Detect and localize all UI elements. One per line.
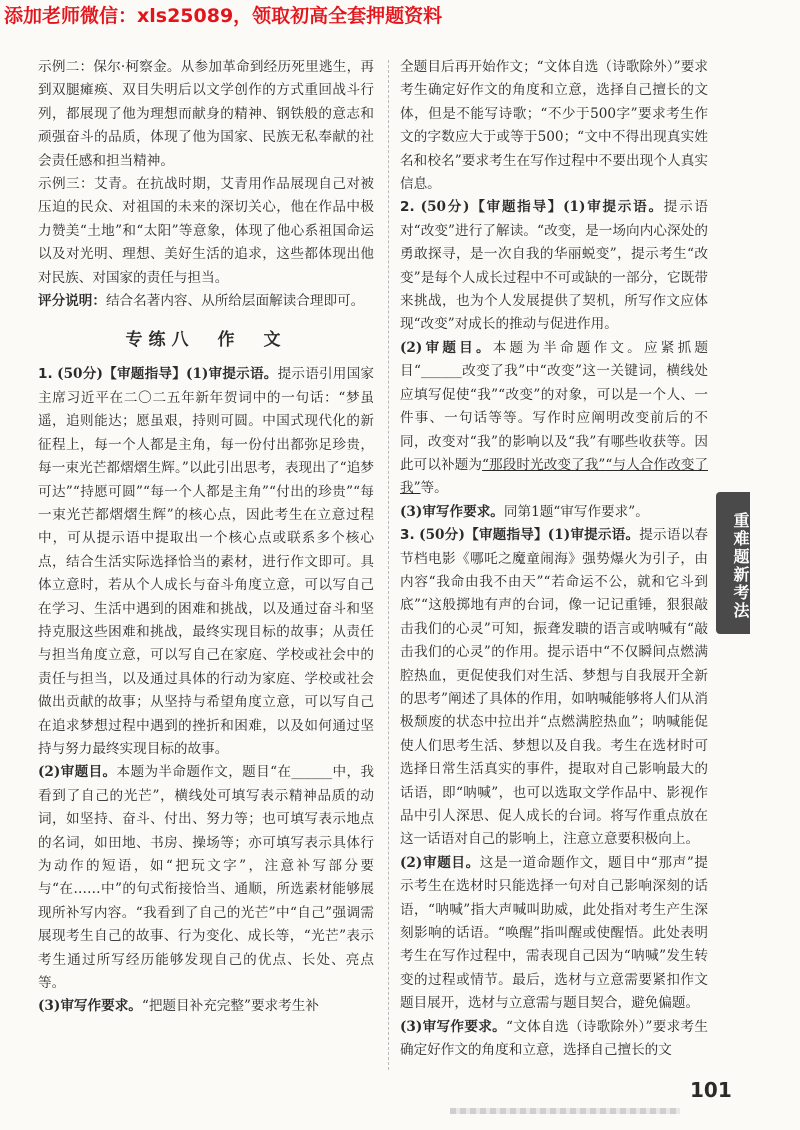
question-2-title-text: 本题为半命题作文。应紧抓题目“______改变了我”中“改变”这一关键词，横线处应填写促使“我”“改变”的对象，可以是一个人、一件事、一句话等等。写作时应阐明改变前后的不同，改变对“我”的影响以及“我”有哪些收获等。因此可以补题为 [400,339,708,473]
question-2-req-text: 同第1题“审写作要求”。 [503,503,649,520]
question-1-requirements-cont: 全题目后再开始作文；“文体自选（诗歌除外）”要求考生确定好作文的角度和立意，选择自己擅长的文体，但是不能写诗歌；“不少于500字”要求考生作文的字数应大于或等于500；“文中不得出现真实姓名和校名”要求考生在写作过程中不要出现个人真实信息。 [400,59,708,193]
question-3-title [400,852,708,1016]
question-1-tip [38,363,374,761]
question-1-title-head: (2)审题目。 [38,764,117,781]
question-2-req-head: (3)审写作要求。 [400,503,504,520]
footer-bar [450,1108,680,1114]
question-2-example-1: “那段时光改变了我” [482,456,606,473]
question-2-head: (50分)【审题指导】(1)审提示语。 [420,199,664,216]
example-two: 示例二：保尔·柯察金。从参加革命到经历死里逃生，再到双腿瘫痪、双目失明后以文学创作的方式重回战斗行列，都展现了他为理想而献身的精神、钢铁般的意志和顽强奋斗的品质，体现了他为国家、民族无私奉献的社会责任感和担当精神。 [38,59,374,169]
question-3-req-head: (3)审写作要求。 [400,1018,507,1035]
page-number: 101 [690,1078,732,1102]
question-3-head: (50分)【审题指导】(1)审提示语。 [419,527,640,544]
promo-banner: 添加老师微信：xls25089，领取初高全套押题资料 [4,5,443,27]
question-1-requirements [38,995,374,1018]
scoring-note-text: 结合名著内容、从所给层面解读合理即可。 [105,293,365,310]
question-2-title [400,337,708,501]
question-1-head: (50分)【审题指导】(1)审提示语。 [57,366,278,383]
question-3-title-head: (2)审题目。 [400,854,480,871]
question-2-title-end: 等。 [420,480,448,497]
left-column [38,56,374,1019]
question-1-req-text: “把题目补充完整”要求考生补 [141,998,319,1015]
scoring-note [38,290,374,313]
scoring-note-label: 评分说明： [38,293,106,310]
question-1-title [38,761,374,995]
right-column [400,56,708,1062]
question-2-requirements [400,501,708,524]
question-3-number: 3. [400,527,415,544]
question-1-tip-text: 提示语引用国家主席习近平在二〇二五年新年贺词中的一句话：“梦虽遥，追则能达；愿虽艰，持则可圆。中国式现代化的新征程上，每一个人都是主角，每一份付出都弥足珍贵，每一束光芒都熠熠生辉。”以此引出思考，表现出了“追梦可达”“持愿可圆”“每一个人都是主角”“付出的珍贵”“每一束光芒都熠熠生辉”的核心点，因此考生在立意过程中，可从提示语中提取出一个核心点或联系多个核心点，结合生活实际选择恰当的素材，进行作文即可。具体立意时，若从个人成长与奋斗角度立意，可以写自己在学习、生活中遇到的困难和挑战，以及通过奋斗和坚持克服这些困难和挑战，最终实现目标的故事；从责任与担当角度立意，可以写自己在家庭、学校或社会中的责任与担当，以及通过具体的行动为家庭、学校或社会做出贡献的故事；从坚持与希望角度立意，可以写自己在追求梦想过程中遇到的挫折和困难，以及如何通过坚持与努力最终实现目标的故事。 [38,366,375,757]
question-1-title-text: 本题为半命题作文，题目“在______中，我看到了自己的光芒”，横线处可填写表示精神品质的动词，如坚持、奋斗、付出、努力等；也可填写表示地点的名词，如田地、书房、操场等；亦可填写表示具体行为动作的短语，如“把玩文字”，注意补写部分要与“在……中”的句式衔接恰当、通顺，所选素材能够展现所补写内容。“我看到了自己的光芒”中“自己”强调需展现考生自己的故事、行为变化、成长等，“光芒”表示考生通过所写经历能够发现自己的优点、长处、亮点等。 [38,764,375,992]
question-3-tip-text: 提示语以春节档电影《哪吒之魔童闹海》强势爆火为引子，由内容“我命由我不由天”“若命运不公，就和它斗到底”“这般掷地有声的台词，像一记记重锤，狠狠敲击我们的心灵”可知，振聋发聩的语言或呐喊有“敲击我们的心灵”的作用。提示语中“不仅瞬间点燃满腔热血，更促使我们对生活、梦想与自我展开全新的思考”阐述了具体的作用，如呐喊能够将人们从消极颓废的状态中拉出并“点燃满腔热血”；呐喊能促使人们思考生活、梦想以及自我。考生在选材时可选择日常生活真实的事件，提取对自己影响最大的话语，即“呐喊”，也可以选取文学作品中、影视作品中引人深思、促人成长的台词。将写作重点放在这一话语对自己的影响上，注意立意要积极向上。 [400,527,709,848]
question-2-tip-text: 提示语对“改变”进行了解读。“改变，是一场向内心深处的勇敢探寻，是一次自我的华丽蜕变”，提示考生“改变”是每个人成长过程中不可或缺的一部分，它既带来挑战，也为个人发展提供了契机，所写作文应体现“改变”对成长的推动与促进作用。 [400,199,708,333]
question-3-req-text: “文体自选（诗歌除外）”要求考生确定好作文的角度和立意，选择自己擅长的文 [400,1018,708,1059]
question-1-number: 1. [38,366,53,383]
question-3-title-text: 这是一道命题作文，题目中“那声”提示考生在选材时只能选择一句对自己影响深刻的话语，“呐喊”指大声喊叫助威，此处指对考生产生深刻影响的话语。“唤醒”指叫醒或使醒悟。此处表明考生在写作过程中，需表现自己因为“呐喊”发生转变的过程或情节。最后，选材与立意需要紧扣作文题目展开，选材与立意需与题目契合，避免偏题。 [400,854,708,1012]
question-1-req-head: (3)审写作要求。 [38,998,142,1015]
example-three: 示例三：艾青。在抗战时期，艾青用作品展现自己对被压迫的民众、对祖国的未来的深切关心，他在作品中极力赞美“土地”和“太阳”等意象，体现了他心系祖国命运以及对光明、理想、美好生活的追求，这些都体现出他对民族、对国家的责任与担当。 [38,176,374,286]
question-2-example-2: “与人合作改变了我” [400,456,709,497]
question-2-title-head: (2)审题目。 [400,339,493,356]
section-title: 专练八 作 文 [125,330,287,351]
side-tab: 重难题新考法 [716,492,750,634]
question-2-number: 2. [400,199,415,216]
column-divider [388,60,389,1070]
question-3-tip [400,524,708,852]
question-3-requirements [400,1016,708,1063]
question-2-tip [400,196,708,336]
